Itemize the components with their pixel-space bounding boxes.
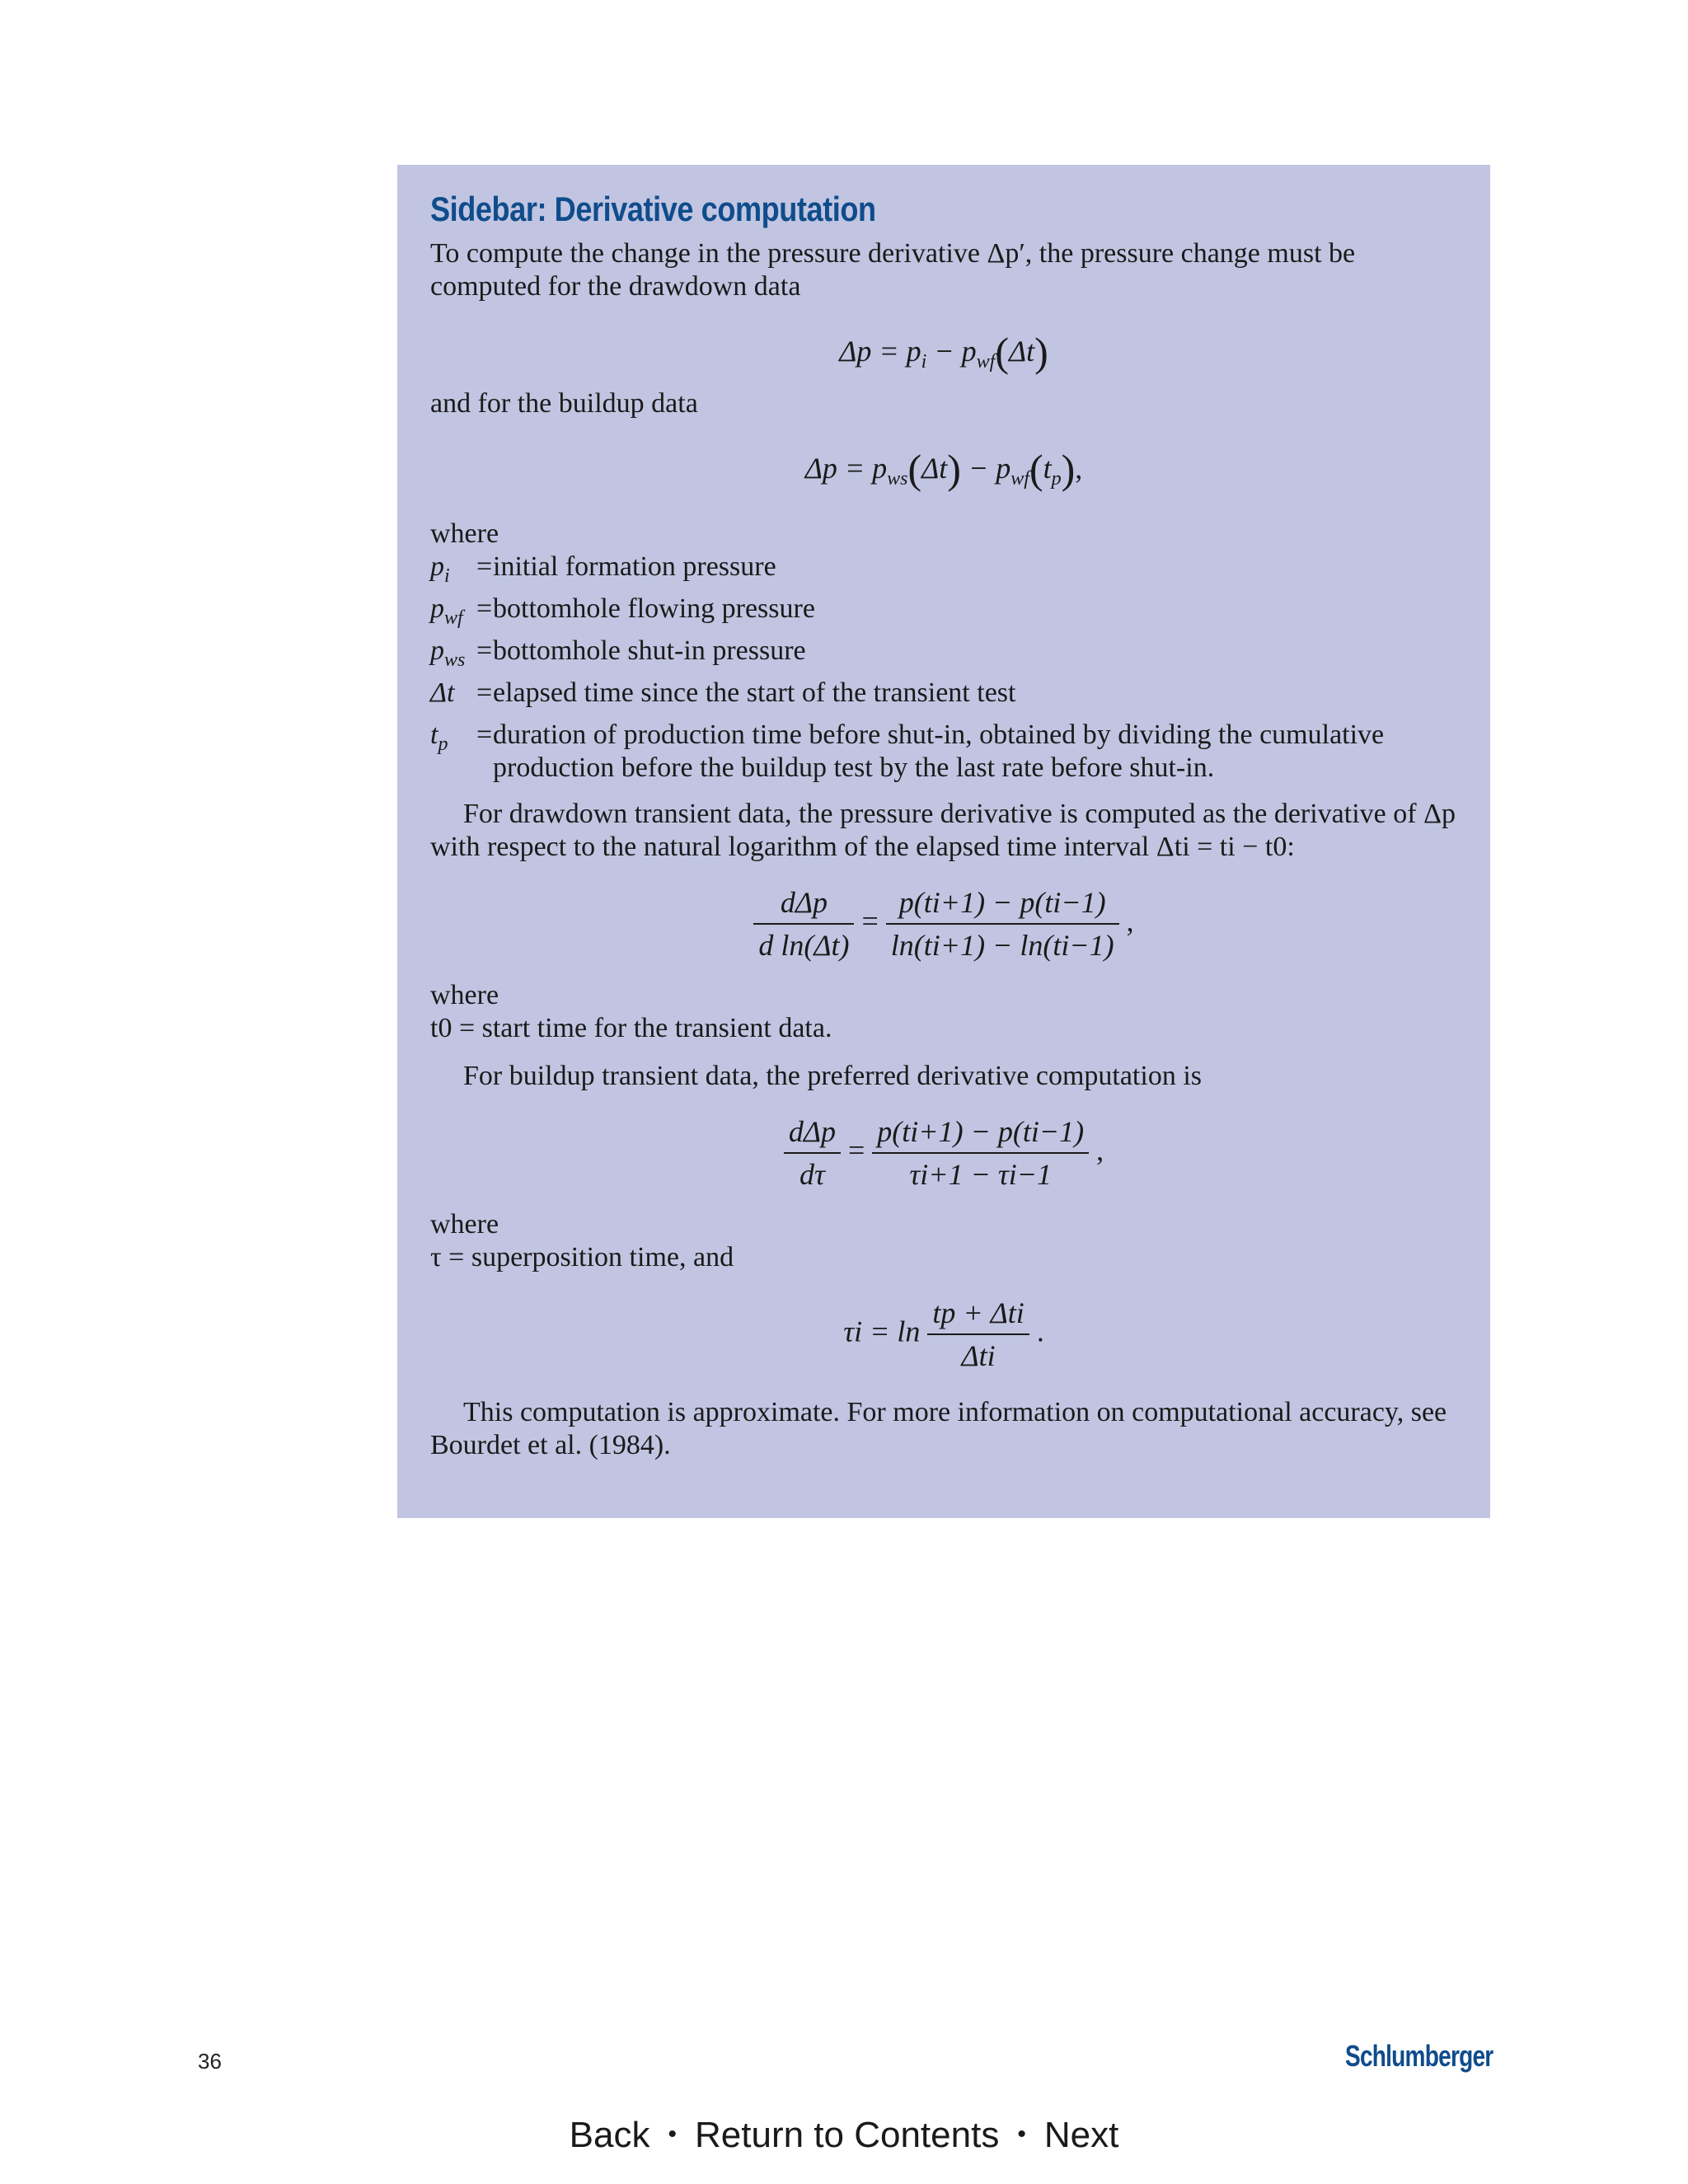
page-number: 36 xyxy=(198,2049,222,2074)
document-navigation xyxy=(0,2115,1688,2156)
equation-buildup-derivative: $\frac{\text{dΔp}}{d\tau}$ = $\frac{p(ti+1) - p(ti-1)}{\tau i+1 - \tau i-1}$ , xyxy=(430,1114,1457,1192)
where-label-2: where xyxy=(430,980,499,1010)
closing-paragraph: This computation is approximate. For more information on computational accuracy, see Bourdet et al. (1984). xyxy=(430,1397,1447,1460)
where-label-1: where xyxy=(430,518,499,549)
sidebar-title: Sidebar: Derivative computation xyxy=(430,190,876,228)
back-link[interactable]: Back xyxy=(569,2115,650,2155)
schlumberger-logo: Schlumberger xyxy=(1345,2039,1493,2073)
intro-paragraph: To compute the change in the pressure derivative Δp′, the pressure change must be computed for the drawdown data xyxy=(430,238,1356,302)
definition-row: $p_i$ = initial formation pressure xyxy=(430,551,776,587)
definition-row: $t_p$ = duration of production time before shut-in, obtained by dividing the cumulative production before the buildup test by the last rate before shut-in. xyxy=(430,719,1385,783)
definition-row: $p_{ws}$ = bottomhole shut-in pressure xyxy=(430,635,806,671)
equation-drawdown-derivative: $\frac{\text{dΔp}}{\text{d ln(Δt)}}$ = $\frac{p(ti+1) - p(ti-1)}{\ln(ti+1) - \ln(ti-1)}$ , xyxy=(430,885,1457,963)
definition-row: Δt = elapsed time since the start of the transient test xyxy=(430,677,1016,708)
equation-drawdown: $\Delta p = p_i - p_{wf}(\Delta t)$ xyxy=(839,329,1048,375)
variable-definitions xyxy=(430,551,1457,785)
tau-definition: τ = superposition time, and xyxy=(430,1242,734,1272)
equation-buildup: $\Delta p = p_{ws}(\Delta t) - p_{wf}(t_p)$, xyxy=(804,446,1083,492)
return-to-contents-link[interactable]: Return to Contents xyxy=(695,2115,1000,2155)
nav-separator: • xyxy=(1017,2121,1026,2148)
buildup-paragraph: For buildup transient data, the preferred derivative computation is xyxy=(463,1061,1203,1091)
buildup-intro: and for the buildup data xyxy=(430,388,698,419)
where-label-3: where xyxy=(430,1209,499,1240)
equation-superposition-time: τi = ln $\frac{\text{tp + Δti}}{\text{Δti}}$ . xyxy=(843,1296,1044,1372)
drawdown-paragraph: For drawdown transient data, the pressure derivative is computed as the derivative of Δp with respect to the natural logarithm of the elapsed time interval Δti = ti − t0: xyxy=(430,799,1456,862)
definition-row: $p_{wf}$ = bottomhole flowing pressure xyxy=(430,593,815,629)
t0-definition: t0 = start time for the transient data. xyxy=(430,1013,832,1043)
nav-separator: • xyxy=(668,2121,677,2148)
derivative-sidebar xyxy=(397,165,1490,1518)
next-link[interactable]: Next xyxy=(1043,2115,1119,2155)
